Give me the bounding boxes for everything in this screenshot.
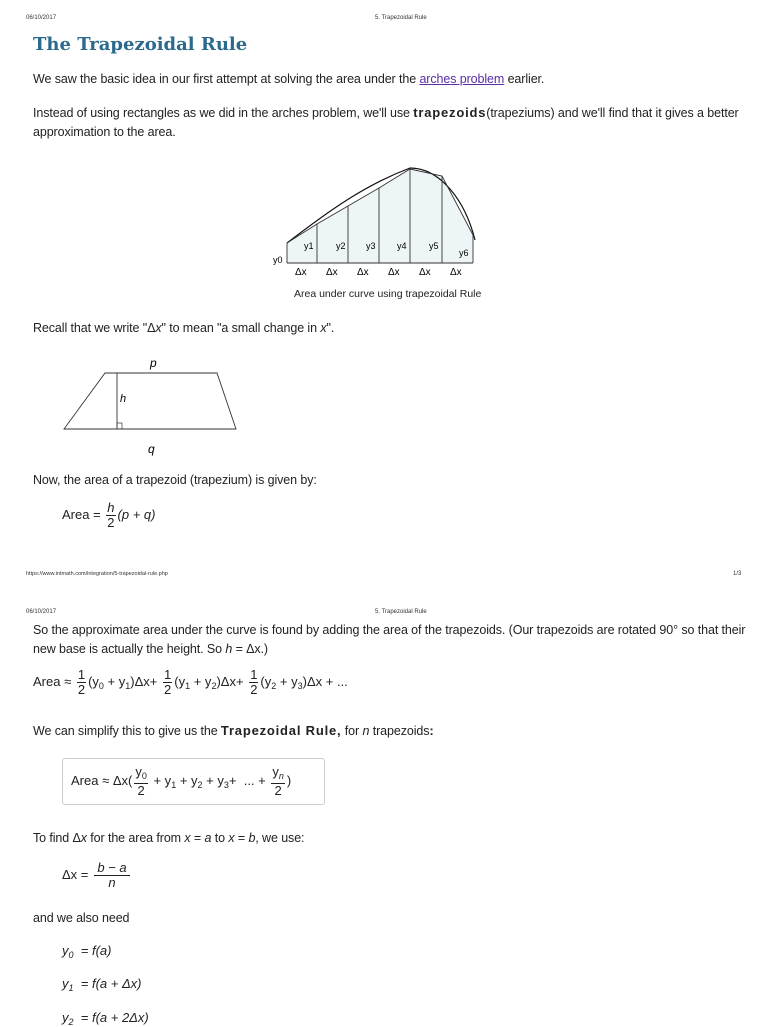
- dx-label: Δx =: [62, 866, 89, 882]
- trapezoid-paragraph: [33, 103, 758, 142]
- trapezoid-diagram: [60, 350, 245, 460]
- x-var: x: [80, 831, 87, 845]
- side-q-label: q: [148, 442, 155, 456]
- half-fraction: $\frac{1}{2}$: [77, 667, 86, 697]
- b-minus-a-over-n-fraction: [94, 861, 130, 890]
- side-p-label: p: [150, 356, 157, 370]
- intro-text-start: We saw the basic idea in our first attempt at solving the area under the: [33, 72, 420, 86]
- colon-bold: :: [429, 723, 435, 738]
- delta-x-paragraph: [33, 319, 334, 338]
- fraction-numerator: b − a: [94, 861, 130, 876]
- simplify-text-start: We can simplify this to give us the: [33, 724, 221, 738]
- figure-caption: Area under curve using trapezoidal Rule: [294, 288, 482, 300]
- y0-label: y0: [273, 255, 283, 265]
- approx-text-line1: So the approximate area under the curve is found by adding the area of the trapezoids. (Our trapezoids are rotated 90° so that their: [33, 623, 746, 637]
- simplify-text-mid: for: [341, 724, 363, 738]
- delta-text-mid: " to mean "a small change in: [161, 321, 321, 335]
- fraction-denominator: n: [108, 875, 116, 890]
- trapezoids-bold: trapezoids: [413, 105, 487, 120]
- delta-x-formula: [62, 861, 132, 890]
- sum-of-trapezoids-formula: Area ≈ $\frac{1}{2}$ $(y_0 + y_1)\Delta x+$ $\frac{1}{2}$ $(y_1 + y_2)\Delta x+$ $\frac{1}{2}$ $(y_2 + y_3)\Delta x$ + ...: [33, 667, 348, 697]
- approx-label: Area ≈: [33, 673, 72, 689]
- y2-label: y2: [336, 241, 346, 251]
- trapezoid-area-formula: [62, 501, 155, 530]
- h-var: h: [225, 642, 233, 656]
- y4-label: y4: [397, 241, 407, 251]
- arches-problem-link[interactable]: arches problem: [419, 72, 505, 86]
- trapezoid-text-line2: approximation to the area.: [33, 125, 176, 139]
- dx-label: Δx: [388, 267, 400, 278]
- dx-label: Δx: [326, 267, 338, 278]
- area-label: Area =: [62, 506, 101, 522]
- page1-footer-url: https://www.intmath.com/integration/5-trapezoidal-rule.php: [26, 571, 168, 577]
- y3-label: y3: [366, 241, 376, 251]
- height-h-label: h: [120, 393, 127, 405]
- page-title: The Trapezoidal Rule: [33, 34, 248, 55]
- y5-label: y5: [429, 241, 439, 251]
- fraction-numerator: h: [107, 500, 115, 515]
- page2-header-title: 5. Trapezoidal Rule: [375, 609, 427, 615]
- delta-text-start: Recall that we write "Δ: [33, 321, 156, 335]
- y1-label: y1: [304, 241, 314, 251]
- dx-text-end: , we use:: [255, 831, 305, 845]
- x-var: x: [228, 831, 235, 845]
- y2-eq: = f(a + 2Δx): [80, 1010, 149, 1025]
- delta-x-var: x: [320, 321, 327, 335]
- page1-footer-page: 1/3: [733, 571, 742, 577]
- approx-text-line2b: = Δx.): [232, 642, 268, 656]
- y0-eq: = f(a): [80, 943, 112, 958]
- delta-x-definition-paragraph: [33, 829, 304, 848]
- page1-header-title: 5. Trapezoidal Rule: [375, 15, 427, 21]
- dx-text-b: for the area from: [86, 831, 185, 845]
- dx-text-a: To find Δ: [33, 831, 81, 845]
- area-paragraph: Now, the area of a trapezoid (trapezium) is given by:: [33, 473, 317, 487]
- page2-header-date: 06/10/2017: [26, 609, 57, 615]
- dx-label: Δx: [419, 267, 431, 278]
- approx-paragraph: [33, 621, 763, 659]
- delta-x-var: x: [155, 321, 162, 335]
- equals: =: [190, 831, 205, 845]
- y1-definition: $y_1 = f(a + \Delta x)$: [62, 976, 142, 993]
- y2-definition: $y_2 = f(a + 2\Delta x)$: [62, 1010, 149, 1027]
- yn-over-2-fraction: $\frac{y_n}{2}$: [272, 764, 284, 798]
- approx-text-line2a: new base is actually the height. So: [33, 642, 226, 656]
- n-var: n: [362, 724, 370, 738]
- page1-header-date: 06/10/2017: [26, 15, 57, 21]
- y0-over-2-fraction: $\frac{y_0}{2}$: [135, 764, 147, 798]
- trapezoidal-area-figure: [270, 160, 480, 285]
- a-var: a: [204, 831, 212, 845]
- y1-eq: = f(a + Δx): [80, 976, 142, 991]
- trapezoid-text-start: Instead of using rectangles as we did in the arches problem, we'll use: [33, 106, 414, 120]
- dx-label: Δx: [357, 267, 369, 278]
- trapezoidal-rule-bold: Trapezoidal Rule,: [220, 723, 342, 738]
- y0-definition: $y_0 = f(a)$: [62, 943, 112, 960]
- simplify-text-end: trapezoids: [369, 724, 430, 738]
- area-tail: (p + q): [117, 506, 156, 522]
- also-need-paragraph: and we also need: [33, 911, 130, 925]
- fraction-denominator: 2: [107, 515, 115, 530]
- half-fraction: $\frac{1}{2}$: [250, 667, 258, 697]
- to-word: to: [211, 831, 229, 845]
- dx-label: Δx: [450, 267, 462, 278]
- intro-text-end: earlier.: [504, 72, 545, 86]
- half-fraction: $\frac{1}{2}$: [164, 667, 172, 697]
- delta-text-end: ".: [326, 321, 335, 335]
- equals: =: [234, 831, 249, 845]
- trapezoidal-rule-formula-box: Area ≈ Δx( $\frac{y_0}{2}$ + $y_1 + y_2 + y_3+$ ... + $\frac{y_n}{2}$ ): [62, 758, 325, 805]
- intro-paragraph: [33, 70, 753, 89]
- y6-label: y6: [459, 248, 469, 258]
- dx-label: Δx: [295, 267, 307, 278]
- trapezoid-text-end: (trapeziums) and we'll find that it gives a better: [486, 106, 739, 120]
- b-var: b: [248, 831, 256, 845]
- simplify-paragraph: [33, 721, 435, 741]
- h-over-2-fraction: [106, 501, 115, 530]
- x-var: x: [184, 831, 191, 845]
- rule-label: Area ≈ Δx(: [71, 772, 133, 788]
